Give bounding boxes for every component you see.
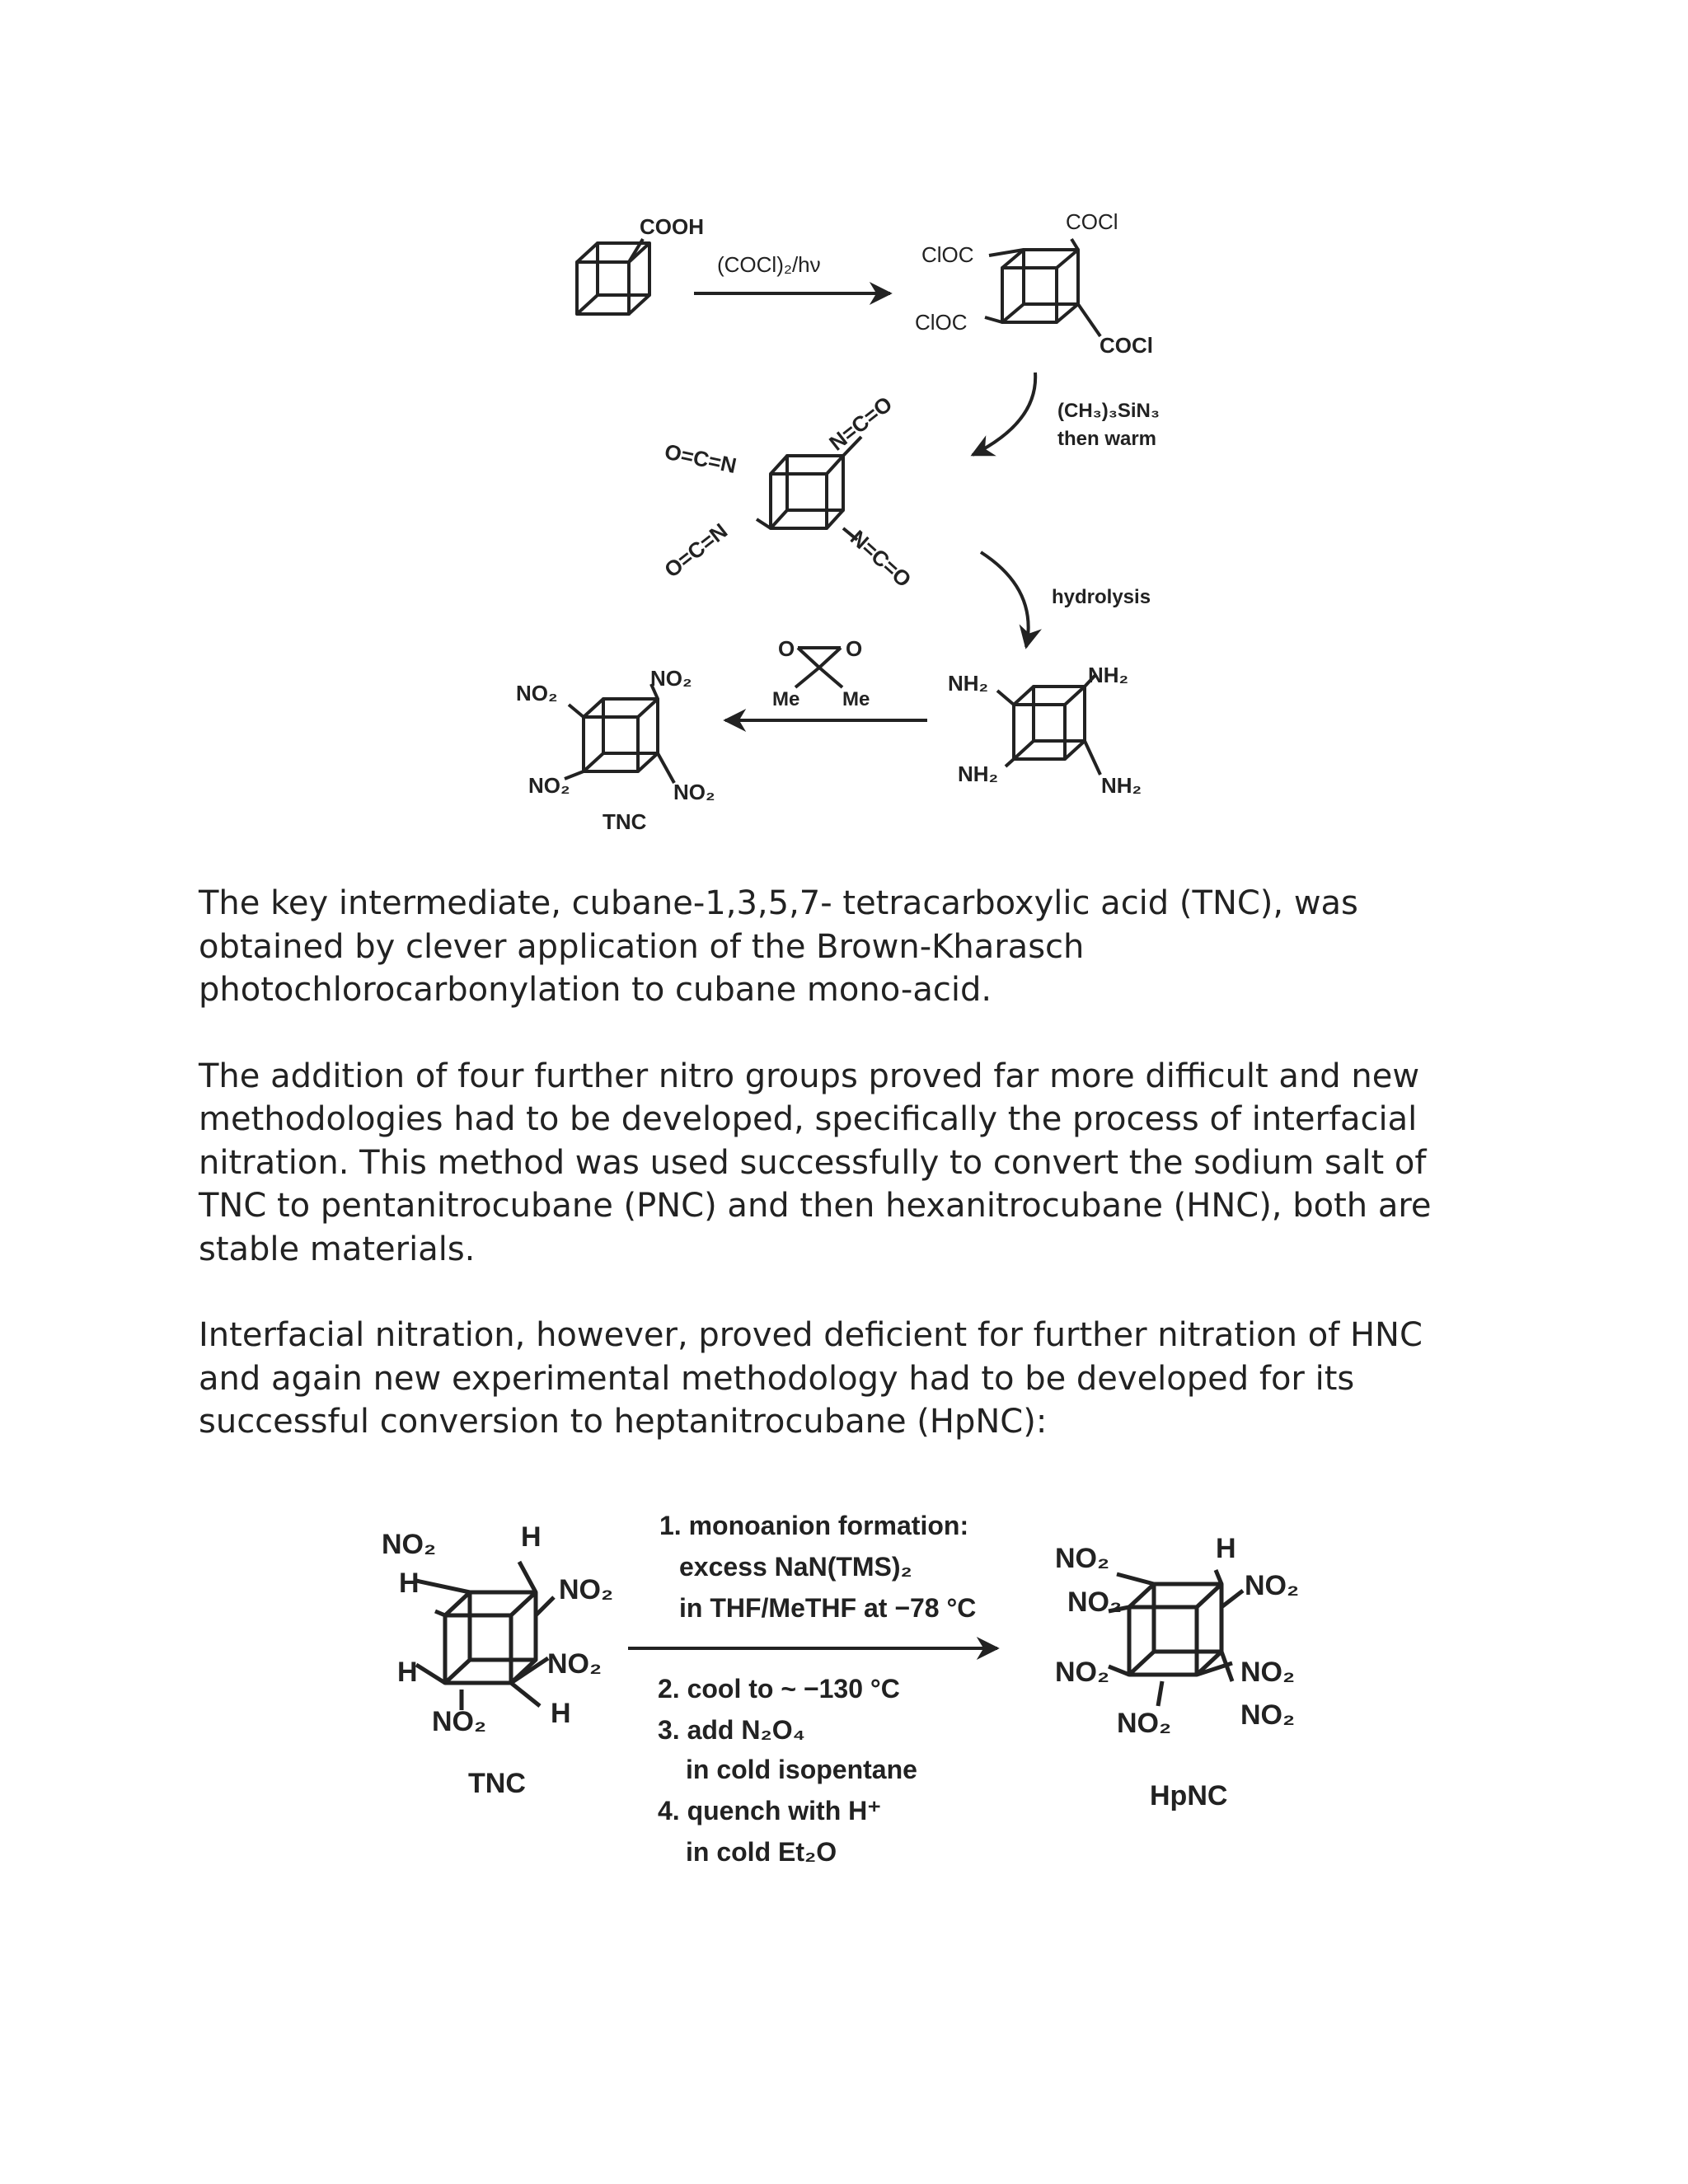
label-right-7: NO₂: [1117, 1708, 1172, 1739]
label-right-6: NO₂: [1240, 1657, 1296, 1688]
paragraph-2-line: The addition of four further nitro groups proved far more difficult and new: [199, 1057, 1420, 1095]
label-tnc-name: TNC: [603, 809, 647, 834]
condition-4: 4. quench with H⁺: [658, 1796, 882, 1825]
dimethyldioxirane-structure: [795, 648, 842, 687]
label-left-8: H: [551, 1698, 571, 1729]
label-hydrolysis: hydrolysis: [1052, 586, 1151, 608]
condition-3: 3. add N₂O₄: [658, 1715, 805, 1745]
label-right-1: NO₂: [1055, 1543, 1110, 1574]
label-acid-chloride-3: ClOC: [915, 310, 968, 335]
label-dioxirane-me1: Me: [772, 688, 800, 710]
label-step1-reagent: (COCl)₂/hν: [717, 252, 821, 277]
paragraph-3: [199, 1314, 1484, 1444]
arrow-hydrolysis: [981, 552, 1029, 647]
label-left-5: H: [397, 1657, 418, 1688]
label-acid-chloride-1: ClOC: [921, 242, 974, 267]
paragraph-3-line: successful conversion to heptanitrocubane (HpNC):: [199, 1403, 1048, 1441]
body-text: [199, 882, 1484, 1487]
label-right-3: H: [1216, 1533, 1236, 1564]
label-right-4: NO₂: [1245, 1570, 1300, 1601]
paragraph-3-line: and again new experimental methodology had to be developed for its: [199, 1359, 1355, 1398]
label-dioxirane-o2: O: [846, 636, 863, 661]
label-tnc-nitro-2: NO₂: [650, 666, 692, 691]
label-left-1: NO₂: [382, 1529, 437, 1560]
label-amine-4: NH₂: [1101, 773, 1142, 798]
paragraph-2-line: methodologies had to be developed, specifically the process of interfacial: [199, 1100, 1418, 1138]
label-left-6: NO₂: [547, 1648, 603, 1680]
label-cooh: COOH: [640, 214, 704, 239]
arrow-curtius: [973, 373, 1035, 455]
hpnc-structure: [1109, 1570, 1243, 1706]
condition-1a: 1. monoanion formation:: [659, 1511, 969, 1540]
label-acid-chloride-4: COCl: [1100, 333, 1153, 358]
cubane-acid-structure: [577, 239, 649, 314]
condition-3b: in cold isopentane: [686, 1755, 917, 1784]
label-amine-3: NH₂: [958, 762, 999, 786]
paragraph-2-line: nitration. This method was used successfully to convert the sodium salt of: [199, 1143, 1427, 1182]
acid-chloride-structure: [985, 239, 1100, 336]
paragraph-1-line: photochlorocarbonylation to cubane mono-acid.: [199, 971, 992, 1009]
label-left-7: NO₂: [432, 1706, 487, 1737]
paragraph-1-line: obtained by clever application of the Brown-Kharasch: [199, 927, 1085, 966]
paragraph-2: [199, 1055, 1484, 1272]
paragraph-3-line: Interfacial nitration, however, proved deficient for further nitration of HNC: [199, 1316, 1423, 1354]
label-tnc-nitro-3: NO₂: [528, 773, 570, 798]
condition-1b: excess NaN(TMS)₂: [679, 1552, 912, 1582]
label-isocyanate-1: O=C=N: [662, 438, 739, 479]
label-isocyanate-2: N=C=O: [824, 391, 898, 456]
paragraph-2-line: TNC to pentanitrocubane (PNC) and then hexanitrocubane (HNC), both are: [199, 1187, 1432, 1225]
label-tnc-nitro-1: NO₂: [516, 681, 558, 705]
condition-4b: in cold Et₂O: [686, 1837, 837, 1867]
label-left-name: TNC: [468, 1768, 526, 1799]
tnc-structure-scheme2: [416, 1562, 554, 1710]
label-amine-1: NH₂: [948, 671, 989, 696]
tnc-structure: [565, 684, 674, 783]
label-acid-chloride-2: COCl: [1066, 209, 1118, 234]
label-left-4: NO₂: [559, 1574, 614, 1605]
label-step2-reagent-1: (CH₃)₃SiN₃: [1057, 400, 1160, 422]
tetraamine-structure: [997, 674, 1100, 775]
label-left-3: H: [521, 1521, 542, 1553]
label-right-8: NO₂: [1240, 1699, 1296, 1731]
label-dioxirane-o1: O: [778, 636, 795, 661]
condition-1c: in THF/MeTHF at −78 °C: [679, 1593, 977, 1623]
label-dioxirane-me2: Me: [842, 688, 870, 710]
label-right-2: NO₂: [1067, 1586, 1123, 1618]
paragraph-2-line: stable materials.: [199, 1230, 476, 1268]
label-right-name: HpNC: [1150, 1780, 1228, 1811]
paragraph-1-line: The key intermediate, cubane-1,3,5,7- tetracarboxylic acid (TNC), was: [199, 884, 1358, 922]
label-tnc-nitro-4: NO₂: [673, 780, 715, 804]
label-left-2: H: [399, 1568, 420, 1599]
label-step2-reagent-2: then warm: [1057, 428, 1157, 450]
label-amine-2: NH₂: [1088, 663, 1129, 687]
label-right-5: NO₂: [1055, 1657, 1110, 1688]
label-isocyanate-4: N=C=O: [845, 525, 917, 593]
label-isocyanate-3: O=C=N: [659, 518, 733, 583]
isocyanate-structure: [757, 437, 861, 540]
condition-2: 2. cool to ~ −130 °C: [658, 1674, 900, 1704]
paragraph-1: [199, 882, 1484, 1012]
